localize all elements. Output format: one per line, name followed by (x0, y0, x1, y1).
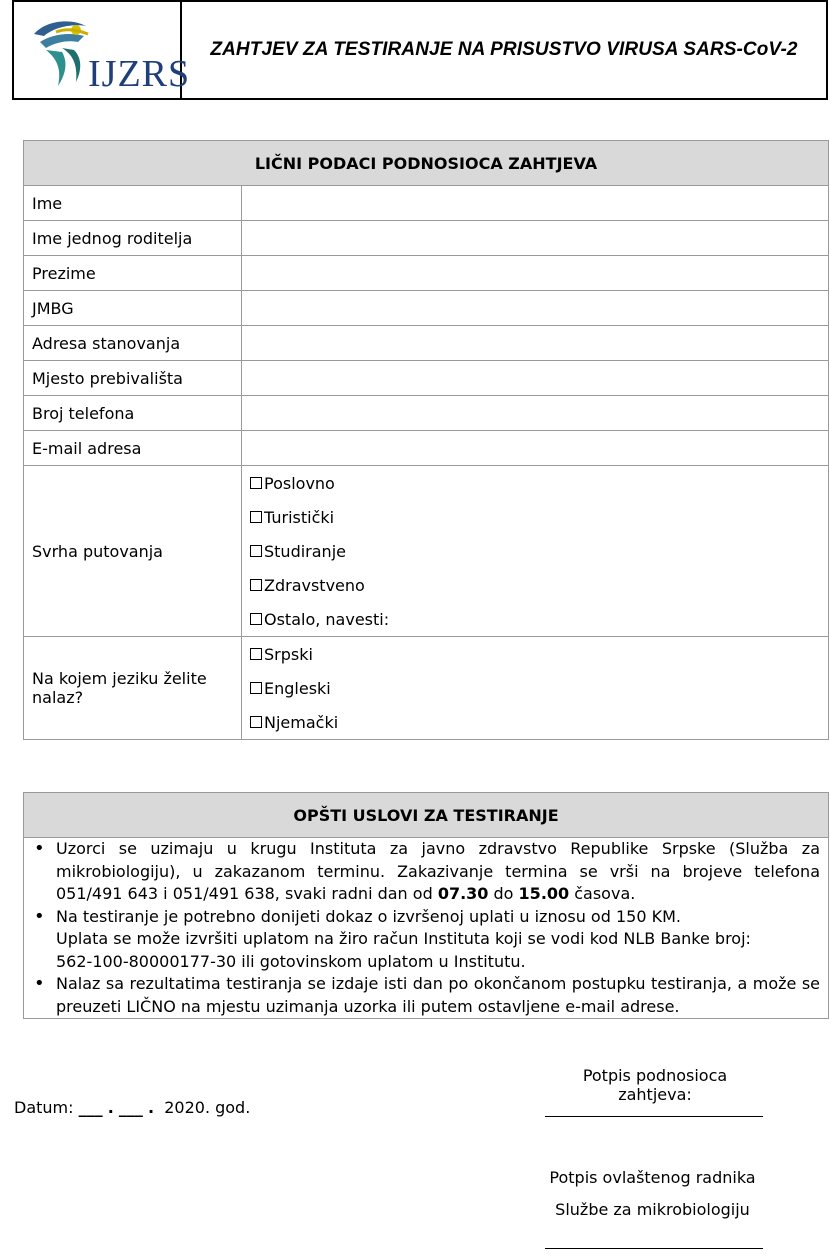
purpose-label: Svrha putovanja (24, 466, 242, 637)
field-input-mjesto[interactable] (242, 361, 829, 396)
checkbox-icon[interactable] (250, 511, 262, 523)
checkbox-icon[interactable] (250, 579, 262, 591)
condition-item-2: • Na testiranje je potrebno donijeti dokaz o izvršenoj uplati u iznosu od 150 KM. Uplata se može izvršiti uplatom na žiro račun Instituta koji se vodi kod NLB Banke broj: 562-100-80000177-30 ili gotovinskom uplatom u Institutu. (56, 906, 820, 974)
conditions-table (23, 792, 829, 1019)
checkbox-icon[interactable] (250, 648, 262, 660)
language-option-engleski[interactable]: Engleski (250, 671, 820, 705)
field-input-jmbg[interactable] (242, 291, 829, 326)
purpose-option-poslovno[interactable]: Poslovno (250, 466, 820, 500)
field-label-ime-roditelja: Ime jednog roditelja (24, 221, 242, 256)
checkbox-icon[interactable] (250, 682, 262, 694)
field-label-email: E-mail adresa (24, 431, 242, 466)
language-option-njemacki[interactable]: Njemački (250, 705, 820, 739)
official-signature-line[interactable] (545, 1248, 763, 1249)
personal-data-table (23, 140, 829, 740)
field-input-prezime[interactable] (242, 256, 829, 291)
field-input-telefon[interactable] (242, 396, 829, 431)
logo-text: IJZRS (88, 53, 191, 95)
field-input-ime-roditelja[interactable] (242, 221, 829, 256)
logo (14, 2, 191, 98)
applicant-signature-label: Potpis podnosioca zahtjeva: (582, 1066, 728, 1104)
checkbox-icon[interactable] (250, 477, 262, 489)
date-month-blank[interactable]: ___ (118, 1098, 143, 1117)
field-label-ime: Ime (24, 186, 242, 221)
purpose-options (242, 466, 829, 637)
condition-item-3: • Nalaz sa rezultatima testiranja se izdaje isti dan po okončanom postupku testiranja, a može se preuzeti LIČNO na mjestu uzimanja uzorka ili putem ostavljene e-mail adrese. (56, 973, 820, 1018)
field-label-jmbg: JMBG (24, 291, 242, 326)
date-field: Datum: ___ . ___ . 2020. god. (14, 1098, 251, 1117)
language-option-srpski[interactable]: Srpski (250, 637, 820, 671)
purpose-option-turisticki[interactable]: Turistički (250, 500, 820, 534)
personal-data-heading: LIČNI PODACI PODNOSIOCA ZAHTJEVA (24, 141, 829, 186)
purpose-option-studiranje[interactable]: Studiranje (250, 534, 820, 568)
field-input-ime[interactable] (242, 186, 829, 221)
condition-item-1: • Uzorci se uzimaju u krugu Instituta za javno zdravstvo Republike Srpske (Služba za mikrobiologiju), u zakazanom terminu. Zakazivanje termina se vrši na brojeve telefona 051/491 643 i 051/491 638, svaki radni dan od 07.30 do 15.00 časova. (56, 838, 820, 906)
field-input-email[interactable] (242, 431, 829, 466)
document-title: ZAHTJEV ZA TESTIRANJE NA PRISUSTVO VIRUSA SARS-CoV-2 (210, 39, 798, 60)
checkbox-icon[interactable] (250, 545, 262, 557)
field-label-prezime: Prezime (24, 256, 242, 291)
conditions-heading: OPŠTI USLOVI ZA TESTIRANJE (24, 793, 829, 838)
purpose-option-ostalo[interactable]: Ostalo, navesti: (250, 602, 820, 636)
conditions-list (24, 838, 829, 1019)
checkbox-icon[interactable] (250, 613, 262, 625)
official-signature-label: Potpis ovlaštenog radnika Službe za mikrobiologiju (549, 1168, 756, 1219)
document-header (12, 0, 828, 100)
language-label: Na kojem jeziku želite nalaz? (24, 637, 242, 740)
date-day-blank[interactable]: ___ (78, 1098, 103, 1117)
field-label-adresa: Adresa stanovanja (24, 326, 242, 361)
applicant-signature-line[interactable] (545, 1116, 763, 1117)
field-input-adresa[interactable] (242, 326, 829, 361)
field-label-telefon: Broj telefona (24, 396, 242, 431)
field-label-mjesto: Mjesto prebivališta (24, 361, 242, 396)
purpose-option-zdravstveno[interactable]: Zdravstveno (250, 568, 820, 602)
language-options (242, 637, 829, 740)
checkbox-icon[interactable] (250, 716, 262, 728)
